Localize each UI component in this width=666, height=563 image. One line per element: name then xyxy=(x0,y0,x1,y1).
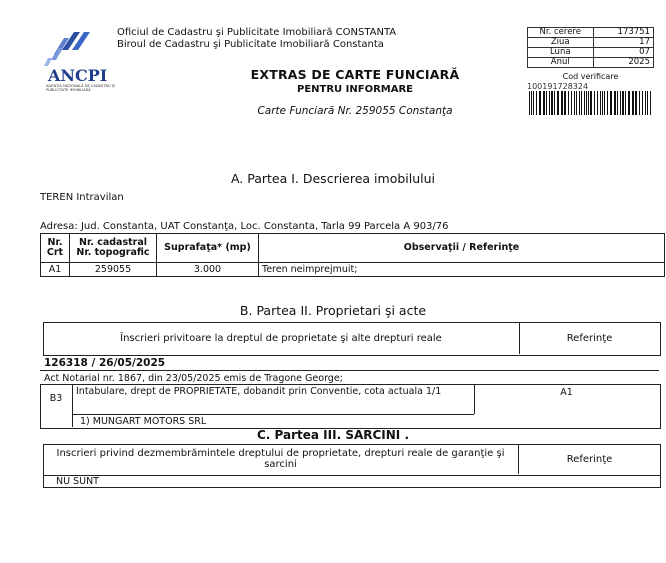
section-c-col-left: Inscrieri privind dezmembrămintele dreptului de proprietate, drepturi reale de garanţie şi sarcini xyxy=(43,444,519,474)
property-type: TEREN Intravilan xyxy=(40,192,124,203)
barcode-bar xyxy=(588,91,589,115)
barcode-bar xyxy=(539,91,541,115)
barcode-bar xyxy=(536,91,537,115)
barcode-bar xyxy=(600,91,601,115)
barcode-bar xyxy=(617,91,618,115)
barcode-bar xyxy=(586,91,587,115)
office-line2: Biroul de Cadastru şi Publicitate Imobiliară Constanta xyxy=(117,39,384,50)
verification-code-value: 100191728324 xyxy=(527,82,589,91)
cell-observatii: Teren neimprejmuit; xyxy=(259,263,665,277)
act-notarial: Act Notarial nr. 1867, din 23/05/2025 emis de Tragone George; xyxy=(44,373,343,384)
barcode-bar xyxy=(568,91,569,115)
info-row xyxy=(528,38,654,48)
column-header: Nr. cadastral Nr. topografic xyxy=(70,234,157,263)
section-b-heading: B. Partea II. Proprietari şi acte xyxy=(239,303,427,318)
entry-reference: A1 xyxy=(560,387,573,398)
barcode-bar xyxy=(543,91,545,115)
divider xyxy=(72,414,474,415)
info-value: 07 xyxy=(593,48,653,58)
cell-suprafata: 3.000 xyxy=(157,263,259,277)
barcode-bar xyxy=(650,91,651,115)
section-b-col-right: Referinţe xyxy=(566,332,613,344)
carte-funciara-number: Carte Funciară Nr. 259055 Constanţa xyxy=(257,105,453,117)
barcode-bar xyxy=(590,91,592,115)
office-line1: Oficiul de Cadastru şi Publicitate Imobiliară CONSTANTA xyxy=(117,27,397,38)
barcode-bar xyxy=(607,91,608,115)
sarcini-value: NU SUNT xyxy=(56,476,99,487)
entry-text: Intabulare, drept de PROPRIETATE, dobandit prin Conventie, cota actuala 1/1 xyxy=(76,386,442,397)
barcode-bar xyxy=(554,91,555,115)
document-title: EXTRAS DE CARTE FUNCIARĂ xyxy=(250,67,460,82)
info-value: 17 xyxy=(593,38,653,48)
barcode-bar xyxy=(610,91,612,115)
barcode-bar xyxy=(639,91,640,115)
entry-label: B3 xyxy=(49,393,63,404)
barcode-bar xyxy=(620,91,621,115)
cell-cadastral: 259055 xyxy=(70,263,157,277)
property-table xyxy=(40,233,665,277)
inscriere-number: 126318 / 26/05/2025 xyxy=(44,357,166,369)
barcode-bar xyxy=(561,91,563,115)
barcode-bar xyxy=(625,91,626,115)
barcode-bar xyxy=(531,91,532,115)
barcode-bar xyxy=(571,91,572,115)
sarcini-row xyxy=(43,475,661,488)
barcode-bar xyxy=(594,91,595,115)
info-row xyxy=(528,58,654,68)
barcode-bar xyxy=(642,91,643,115)
owner-name: 1) MUNGART MOTORS SRL xyxy=(80,416,207,427)
barcode-bar xyxy=(602,91,603,115)
barcode-bar xyxy=(529,91,530,115)
column-header: Nr. Crt xyxy=(41,234,70,263)
info-label: Anul xyxy=(528,58,594,68)
barcode-bar xyxy=(604,91,605,115)
info-label: Luna xyxy=(528,48,594,58)
document-subtitle: PENTRU INFORMARE xyxy=(297,84,413,95)
barcode-bar xyxy=(533,91,534,115)
section-b-col-left: Înscrieri privitoare la dreptul de proprietate şi alte drepturi reale xyxy=(43,322,520,354)
barcode-bar xyxy=(597,91,598,115)
ancpi-logo xyxy=(44,28,116,106)
barcode-bar xyxy=(564,91,566,115)
table-row xyxy=(41,263,665,277)
info-value: 2025 xyxy=(593,58,653,68)
barcode-bar xyxy=(574,91,575,115)
barcode-bar xyxy=(576,91,577,115)
info-value: 173751 xyxy=(593,28,653,38)
cell-crt: A1 xyxy=(41,263,70,277)
barcode-bar xyxy=(628,91,630,115)
column-header: Observaţii / Referinţe xyxy=(259,234,665,263)
info-row xyxy=(528,28,654,38)
barcode-bar xyxy=(614,91,616,115)
barcode-bar xyxy=(645,91,646,115)
barcode-bar xyxy=(584,91,585,115)
verification-code-label: Cod verificare xyxy=(562,72,619,81)
table-header-row xyxy=(41,234,665,263)
column-header: Suprafaţa* (mp) xyxy=(157,234,259,263)
barcode-bar xyxy=(647,91,648,115)
office-info xyxy=(117,27,396,51)
barcode-bar xyxy=(632,91,634,115)
barcode-bar xyxy=(579,91,580,115)
barcode-bar xyxy=(581,91,582,115)
barcode-bar xyxy=(622,91,624,115)
barcode-bar xyxy=(557,91,559,115)
divider xyxy=(72,384,73,427)
logo-subtext: AGENŢIA NAŢIONALĂ DE CADASTRU ŞI PUBLICITATE IMOBILIARĂ xyxy=(46,84,116,93)
barcode-bar xyxy=(549,91,550,115)
property-address: Adresa: Jud. Constanta, UAT Constanţa, Loc. Constanta, Tarla 99 Parcela A 903/76 xyxy=(40,221,449,232)
section-c-heading: C. Partea III. SARCINI . xyxy=(257,428,409,442)
info-row xyxy=(528,48,654,58)
section-c-col-right: Referinţe xyxy=(566,453,613,465)
barcode-bar xyxy=(546,91,547,115)
info-label: Nr. cerere xyxy=(528,28,594,38)
barcode-bar xyxy=(635,91,637,115)
section-a-heading: A. Partea I. Descrierea imobilului xyxy=(230,171,436,186)
logo-text: ANCPI xyxy=(48,66,108,85)
barcode-bar xyxy=(551,91,553,115)
info-label: Ziua xyxy=(528,38,594,48)
request-info-box xyxy=(527,27,654,68)
